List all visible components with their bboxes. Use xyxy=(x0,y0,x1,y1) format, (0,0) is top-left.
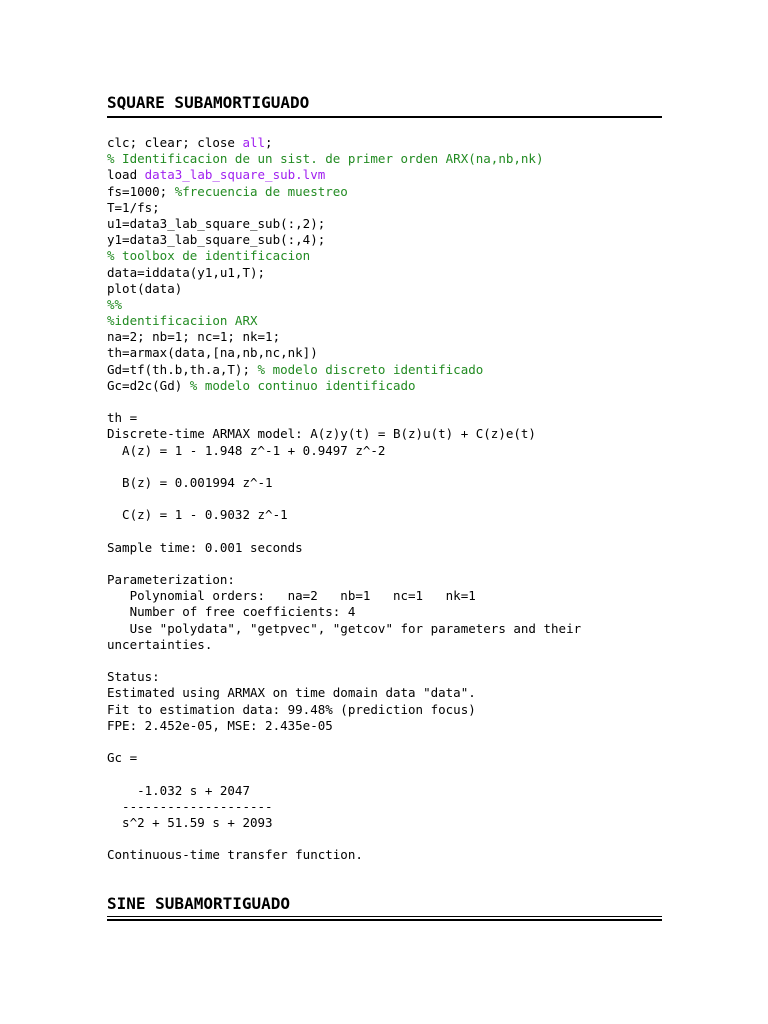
heading-underline xyxy=(107,116,662,118)
code-text: Continuous-time transfer function. xyxy=(107,847,363,863)
code-string: data3_lab_square_sub.lvm xyxy=(144,167,326,183)
code-text: na=2; nb=1; nc=1; nk=1; xyxy=(107,329,281,345)
code-text: T=1/fs; xyxy=(107,199,160,215)
code-text: plot(data) xyxy=(107,280,183,296)
code-line xyxy=(107,297,707,313)
code-line xyxy=(107,556,707,572)
code-line xyxy=(107,718,707,734)
code-comment: % Identificacion de un sist. de primer orden ARX(na,nb,nk) xyxy=(107,151,544,167)
code-line xyxy=(107,750,707,766)
code-text: FPE: 2.452e-05, MSE: 2.435e-05 xyxy=(107,717,333,733)
heading-underline-top xyxy=(107,916,662,917)
code-text: clc; clear; close xyxy=(107,135,243,150)
code-text: -------------------- xyxy=(107,798,273,814)
code-line xyxy=(107,588,707,604)
code-comment: %% xyxy=(107,296,123,312)
code-line xyxy=(107,394,707,410)
code-line xyxy=(107,281,707,297)
code-text: Discrete-time ARMAX model: A(z)y(t) = B(z)u(t) + C(z)e(t) xyxy=(107,426,536,442)
code-text: B(z) = 0.001994 z^-1 xyxy=(107,474,273,490)
code-listing xyxy=(107,135,707,863)
code-comment: % toolbox de identificacion xyxy=(107,248,311,264)
code-text: Use "polydata", "getpvec", "getcov" for parameters and their xyxy=(107,620,582,636)
code-line xyxy=(107,783,707,799)
code-text: Parameterization: xyxy=(107,572,235,588)
code-text: Polynomial orders: na=2 nb=1 nc=1 nk=1 xyxy=(107,588,476,604)
code-text: Number of free coefficients: 4 xyxy=(107,604,356,620)
code-line xyxy=(107,265,707,281)
code-line xyxy=(107,685,707,701)
code-text: y1=data3_lab_square_sub(:,4); xyxy=(107,232,326,248)
code-text: Gd=tf(th.b,th.a,T); xyxy=(107,361,258,377)
code-line xyxy=(107,378,707,394)
code-text: ; xyxy=(265,135,273,150)
code-text: Gc=d2c(Gd) xyxy=(107,377,190,393)
code-text: C(z) = 1 - 0.9032 z^-1 xyxy=(107,507,288,523)
code-text: Sample time: 0.001 seconds xyxy=(107,539,303,555)
code-line xyxy=(107,232,707,248)
code-text: th = xyxy=(107,410,138,426)
code-line xyxy=(107,702,707,718)
section-heading-square: SQUARE SUBAMORTIGUADO xyxy=(107,93,310,112)
code-line xyxy=(107,313,707,329)
code-line xyxy=(107,151,707,167)
code-keyword: all xyxy=(242,135,266,150)
code-line xyxy=(107,459,707,475)
code-line xyxy=(107,621,707,637)
code-line xyxy=(107,799,707,815)
code-text: Gc = xyxy=(107,750,138,766)
code-line xyxy=(107,524,707,540)
code-line xyxy=(107,248,707,264)
code-line xyxy=(107,410,707,426)
heading-underline-bottom xyxy=(107,919,662,921)
code-line xyxy=(107,135,707,151)
code-line xyxy=(107,216,707,232)
code-comment: %identificaciion ARX xyxy=(107,313,258,329)
code-line xyxy=(107,540,707,556)
code-line xyxy=(107,653,707,669)
code-text: -1.032 s + 2047 xyxy=(107,782,250,798)
code-comment: % modelo discreto identificado xyxy=(257,361,484,377)
code-text: load xyxy=(107,167,145,183)
code-line xyxy=(107,815,707,831)
code-text: uncertainties. xyxy=(107,636,213,652)
code-line xyxy=(107,184,707,200)
code-text: s^2 + 51.59 s + 2093 xyxy=(107,814,273,830)
code-line xyxy=(107,362,707,378)
code-text: th=armax(data,[na,nb,nc,nk]) xyxy=(107,345,318,361)
code-line xyxy=(107,572,707,588)
code-line xyxy=(107,443,707,459)
code-line xyxy=(107,766,707,782)
code-text: Estimated using ARMAX on time domain data "data". xyxy=(107,685,476,701)
code-line xyxy=(107,491,707,507)
code-line xyxy=(107,329,707,345)
code-text: Fit to estimation data: 99.48% (prediction focus) xyxy=(107,701,476,717)
code-line xyxy=(107,847,707,863)
code-text: u1=data3_lab_square_sub(:,2); xyxy=(107,215,326,231)
code-line xyxy=(107,734,707,750)
code-line xyxy=(107,345,707,361)
code-text: A(z) = 1 - 1.948 z^-1 + 0.9497 z^-2 xyxy=(107,442,386,458)
code-line xyxy=(107,167,707,183)
code-line xyxy=(107,507,707,523)
code-text: data=iddata(y1,u1,T); xyxy=(107,264,266,280)
code-line xyxy=(107,637,707,653)
code-line xyxy=(107,669,707,685)
code-line xyxy=(107,426,707,442)
code-comment: %frecuencia de muestreo xyxy=(174,183,348,199)
code-line xyxy=(107,200,707,216)
code-line xyxy=(107,475,707,491)
section-heading-sine: SINE SUBAMORTIGUADO xyxy=(107,894,291,913)
code-line xyxy=(107,604,707,620)
code-comment: % modelo continuo identificado xyxy=(189,377,416,393)
code-text: Status: xyxy=(107,669,160,685)
code-line xyxy=(107,831,707,847)
code-text: fs=1000; xyxy=(107,183,175,199)
